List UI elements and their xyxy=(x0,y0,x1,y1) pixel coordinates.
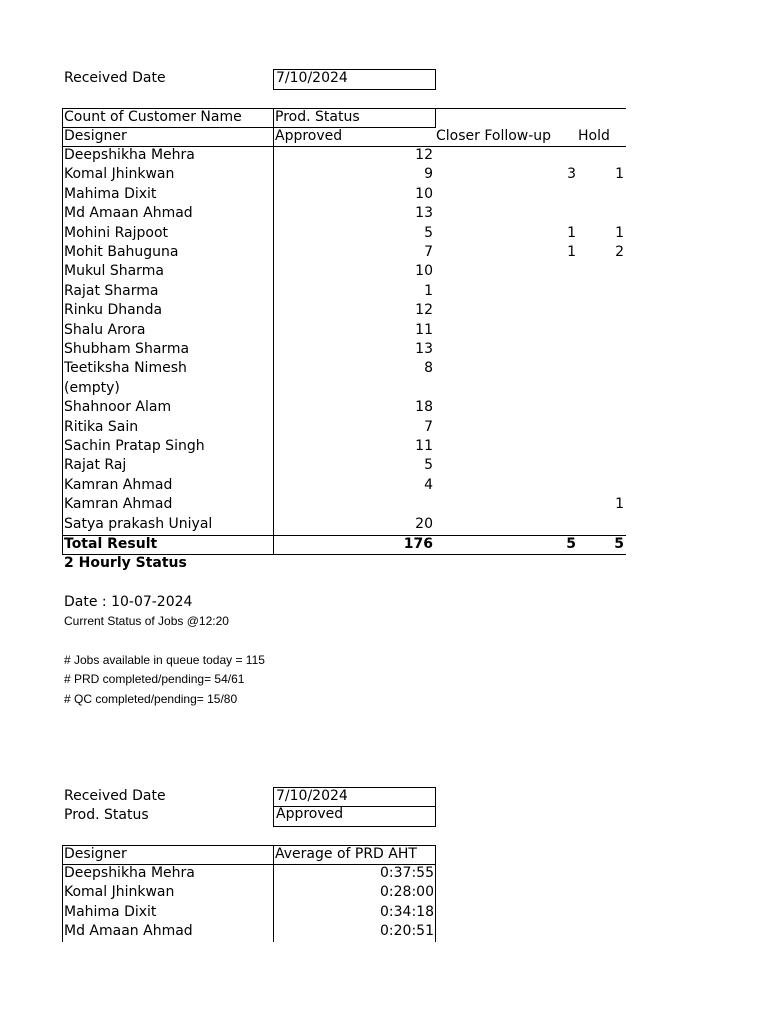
pivot-left-border xyxy=(62,108,63,555)
aht-row-value: 0:20:51 xyxy=(380,923,434,940)
pivot-row-hold: 1 xyxy=(615,496,624,513)
pivot-total-hold: 5 xyxy=(614,536,624,552)
pivot-row-designer: Teetiksha Nimesh xyxy=(64,360,187,377)
pivot-row-approved: 10 xyxy=(415,185,433,202)
hourly-qc-line: # QC completed/pending= 15/80 xyxy=(64,692,238,706)
pivot-row-approved: 1 xyxy=(424,282,433,299)
hourly-queue-line: # Jobs available in queue today = 115 xyxy=(64,653,265,667)
pivot-row-approved: 20 xyxy=(415,515,433,532)
hourly-current-status: Current Status of Jobs @12:20 xyxy=(64,614,229,628)
aht-row-designer: Mahima Dixit xyxy=(64,903,157,920)
pivot-row-designer: Md Amaan Ahmad xyxy=(64,205,193,222)
pivot-row-hold: 1 xyxy=(615,224,624,241)
pivot-total-label: Total Result xyxy=(64,536,158,552)
pivot-total-closer: 5 xyxy=(566,536,576,552)
pivot-designer-header[interactable]: Designer xyxy=(64,128,127,144)
received-date-value[interactable]: 7/10/2024 xyxy=(273,69,436,90)
prod-status-label-2: Prod. Status xyxy=(64,807,149,823)
pivot-row-designer: Mukul Sharma xyxy=(64,263,164,280)
pivot-row-approved: 10 xyxy=(415,263,433,280)
pivot-prod-status-label[interactable]: Prod. Status xyxy=(275,109,360,125)
pivot-col-hold: Hold xyxy=(578,128,610,144)
pivot-row-designer: Rajat Sharma xyxy=(64,282,159,299)
pivot-row-designer: Mohit Bahuguna xyxy=(64,244,179,260)
pivot-row-designer: Shalu Arora xyxy=(64,321,146,338)
pivot-row-designer: Rajat Raj xyxy=(64,457,127,474)
pivot-row-designer: Shubham Sharma xyxy=(64,341,190,357)
aht-col-divider xyxy=(273,845,274,942)
pivot-row-designer: Sachin Pratap Singh xyxy=(64,438,205,454)
pivot-row-hold: 1 xyxy=(615,166,624,183)
aht-row-designer: Deepshikha Mehra xyxy=(64,865,195,881)
pivot-row-closer: 1 xyxy=(567,224,576,241)
pivot-row-closer: 1 xyxy=(567,244,576,260)
pivot-row-approved: 18 xyxy=(415,399,433,416)
pivot-row-designer: Mahima Dixit xyxy=(64,185,157,202)
pivot-row-approved: 9 xyxy=(424,166,433,183)
pivot-row-approved: 7 xyxy=(424,244,433,260)
pivot-status-divider xyxy=(435,108,436,127)
pivot-row-designer: Ritika Sain xyxy=(64,418,139,435)
received-date-label: Received Date xyxy=(64,70,166,86)
pivot-row-approved: 5 xyxy=(424,224,433,241)
pivot-row-approved: 8 xyxy=(424,360,433,377)
pivot-row-designer: Kamran Ahmad xyxy=(64,496,173,513)
pivot-row-approved: 13 xyxy=(415,341,433,357)
hourly-status-title: 2 Hourly Status xyxy=(64,555,187,571)
aht-row-value: 0:34:18 xyxy=(380,903,434,920)
pivot-col-divider xyxy=(273,108,274,555)
aht-header-bottom xyxy=(62,864,436,865)
pivot-total-approved: 176 xyxy=(403,536,433,552)
pivot-row-approved: 13 xyxy=(415,205,433,222)
prod-status-value-2[interactable]: Approved xyxy=(273,806,436,827)
pivot-row-designer: (empty) xyxy=(64,379,120,396)
pivot-row-designer: Deepshikha Mehra xyxy=(64,147,195,163)
pivot-row-approved: 5 xyxy=(424,457,433,474)
pivot-row-hold: 2 xyxy=(615,244,624,260)
aht-row-designer: Komal Jhinkwan xyxy=(64,884,175,901)
pivot-row-closer: 3 xyxy=(567,166,576,183)
pivot-col-closer-followup: Closer Follow-up xyxy=(436,128,552,144)
aht-row-value: 0:37:55 xyxy=(380,865,434,881)
aht-left-border xyxy=(62,845,63,942)
pivot-row-designer: Satya prakash Uniyal xyxy=(64,515,213,532)
received-date-value-2[interactable]: 7/10/2024 xyxy=(273,787,436,807)
pivot-corner-label: Count of Customer Name xyxy=(64,109,242,125)
pivot-row-designer: Kamran Ahmad xyxy=(64,476,173,493)
pivot-row-approved: 4 xyxy=(424,476,433,493)
hourly-date-line: Date : 10-07-2024 xyxy=(64,594,193,610)
aht-value-header: Average of PRD AHT xyxy=(275,846,417,862)
aht-designer-header[interactable]: Designer xyxy=(64,846,127,862)
aht-top-border xyxy=(62,845,436,846)
pivot-row-approved: 12 xyxy=(415,302,433,319)
received-date-label-2: Received Date xyxy=(64,788,166,804)
hourly-prd-line: # PRD completed/pending= 54/61 xyxy=(64,672,245,686)
aht-row-value: 0:28:00 xyxy=(380,884,434,901)
pivot-row-designer: Shahnoor Alam xyxy=(64,399,172,416)
aht-row-designer: Md Amaan Ahmad xyxy=(64,923,193,940)
aht-right-border xyxy=(435,845,436,942)
pivot-row-approved: 11 xyxy=(415,321,433,338)
pivot-row-designer: Mohini Rajpoot xyxy=(64,224,169,241)
pivot-row-designer: Rinku Dhanda xyxy=(64,302,163,319)
pivot-row-designer: Komal Jhinkwan xyxy=(64,166,175,183)
pivot-row-approved: 11 xyxy=(415,438,433,454)
pivot-row-approved: 12 xyxy=(415,147,433,163)
pivot-row-approved: 7 xyxy=(424,418,433,435)
pivot-col-approved: Approved xyxy=(275,128,343,144)
